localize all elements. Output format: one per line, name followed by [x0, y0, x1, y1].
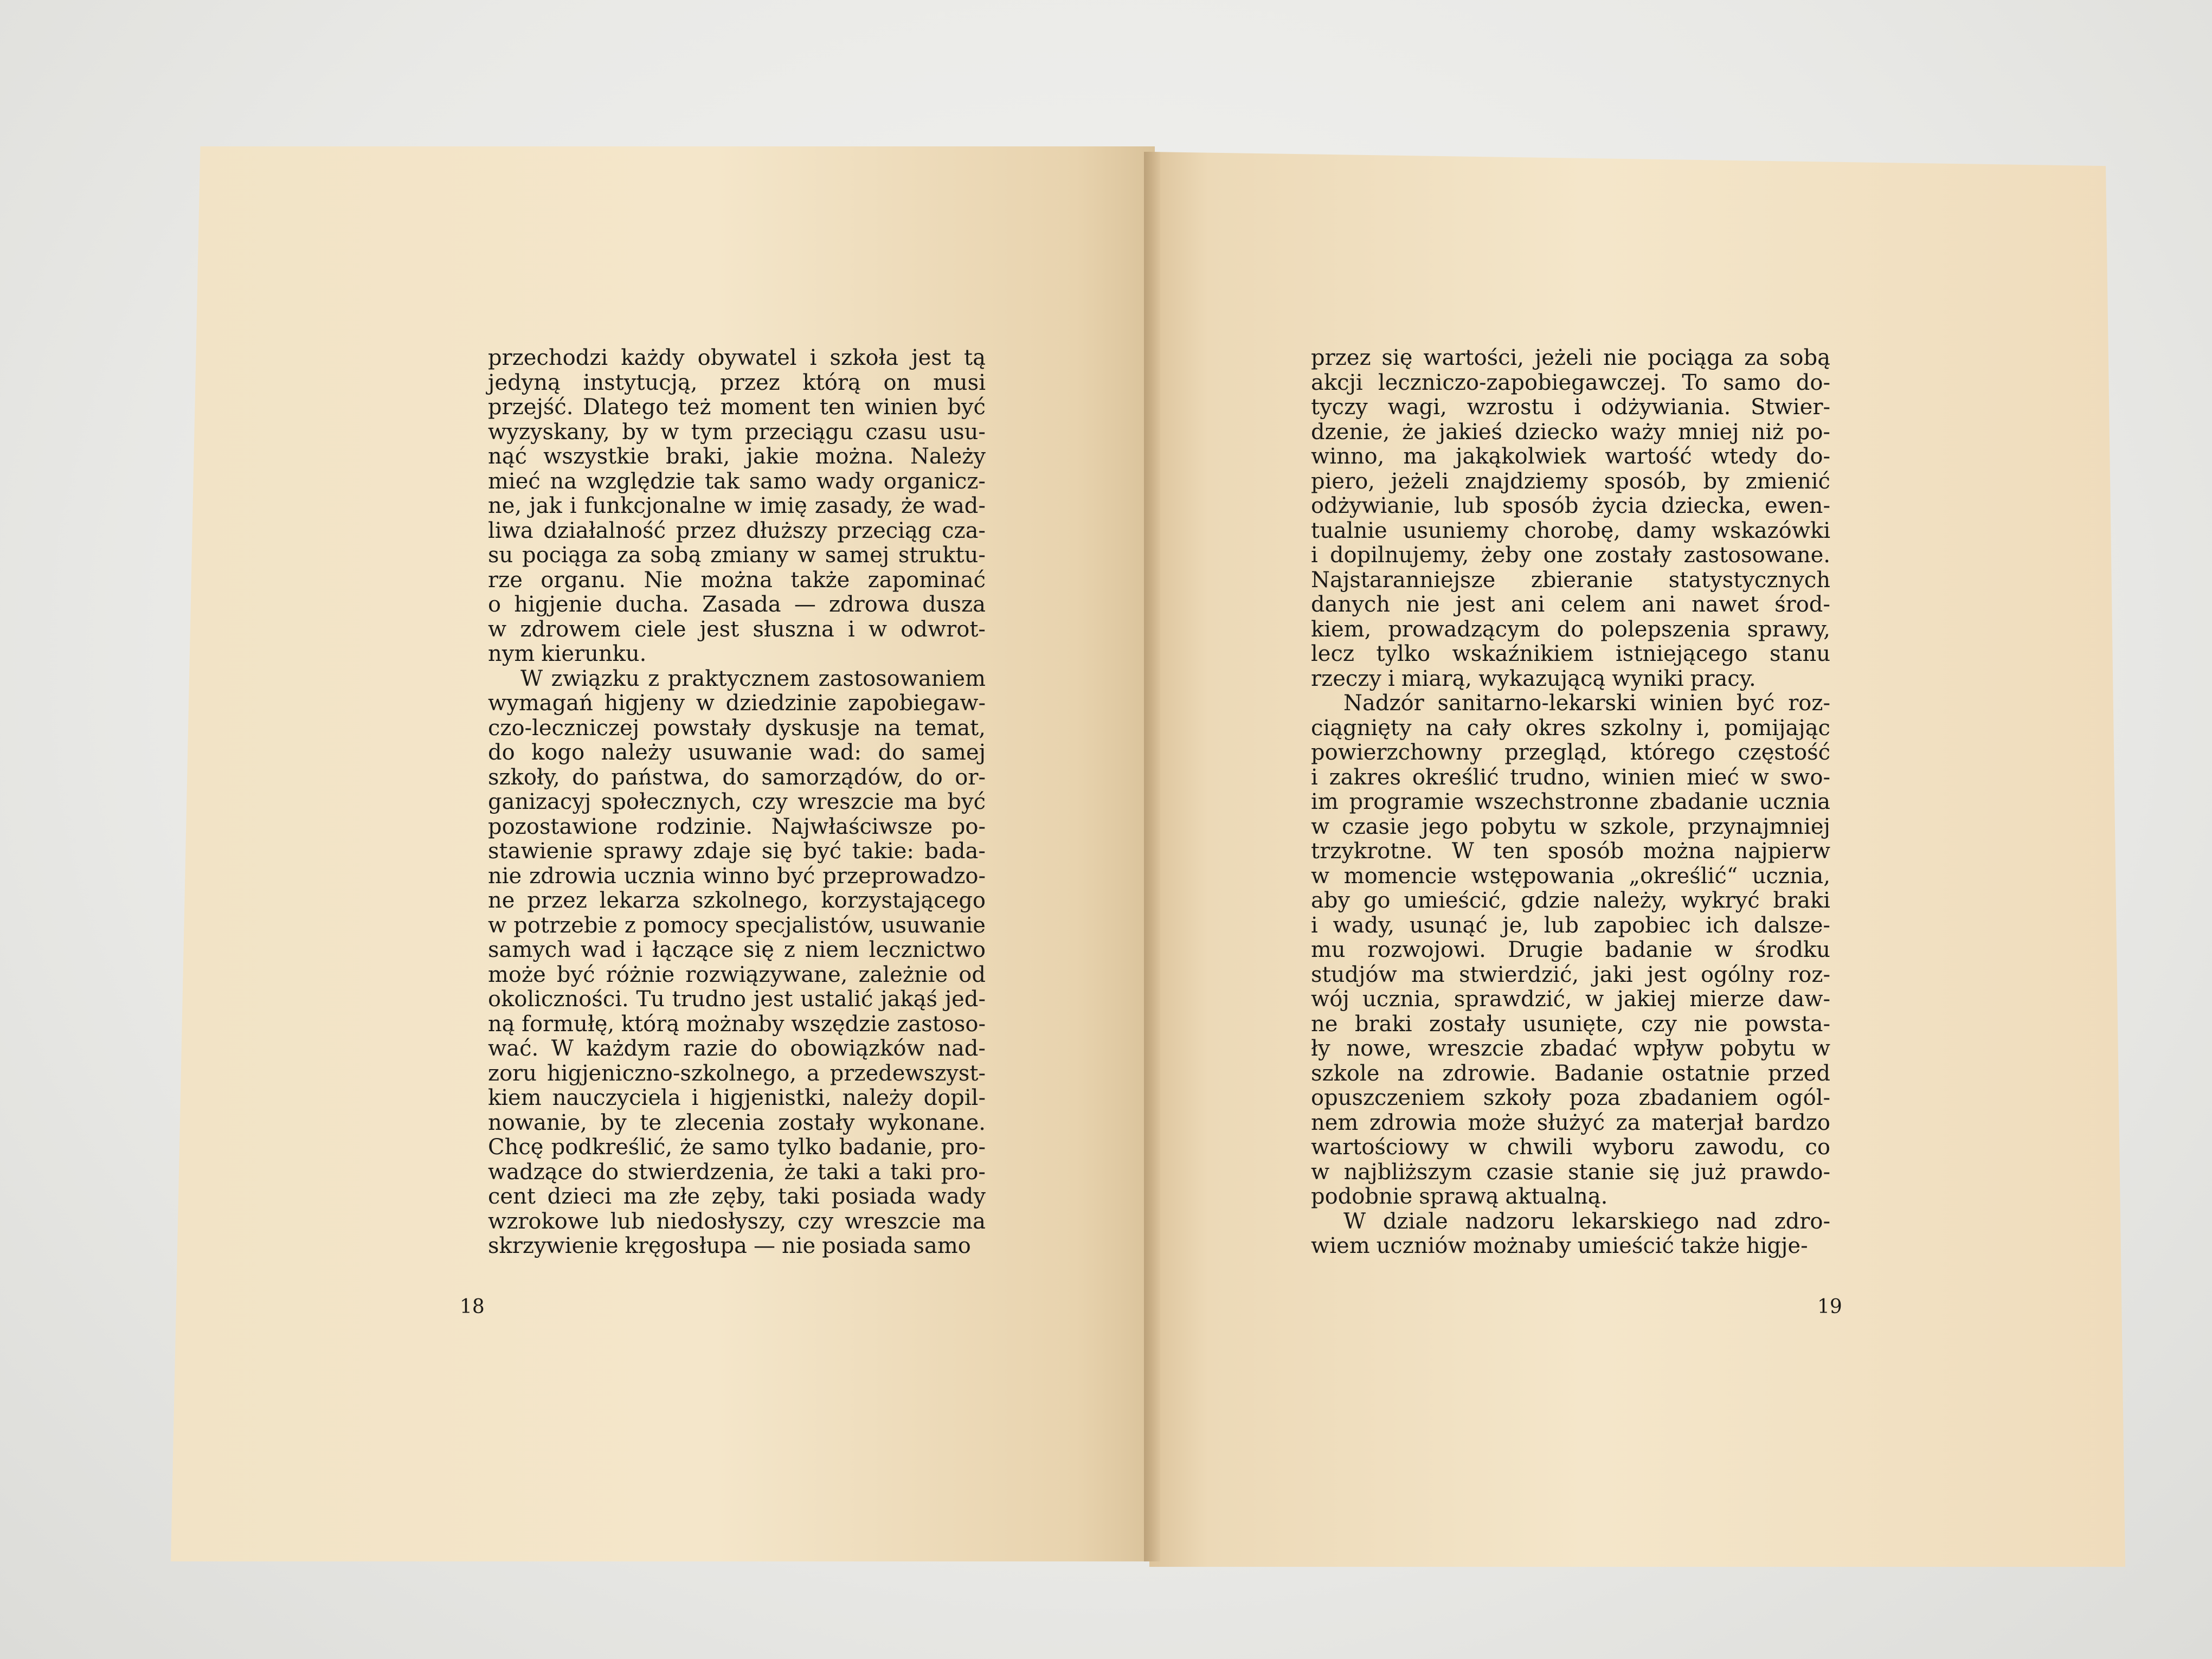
text-line: studjów ma stwierdzić, jaki jest ogólny roz- — [1311, 962, 1830, 987]
text-line: tualnie usuniemy chorobę, damy wskazówki — [1311, 518, 1830, 543]
text-line: czo-leczniczej powstały dyskusje na temat, — [488, 715, 986, 741]
text-line: piero, jeżeli znajdziemy sposób, by zmienić — [1311, 468, 1830, 494]
text-line: w potrzebie z pomocy specjalistów, usuwanie — [488, 912, 986, 938]
text-line: su pociąga za sobą zmiany w samej struktu- — [488, 543, 986, 568]
text-line: samych wad i łączące się z niem lecznictwo — [488, 937, 986, 962]
text-line: W dziale nadzoru lekarskiego nad zdro- — [1343, 1208, 1830, 1234]
text-line: w najbliższym czasie stanie się już prawdo- — [1311, 1159, 1830, 1185]
text-line: opuszczeniem szkoły poza zbadaniem ogól- — [1311, 1085, 1830, 1110]
text-line: i wady, usunąć je, lub zapobiec ich dalsze- — [1311, 912, 1830, 938]
text-line: kiem, prowadzącym do polepszenia sprawy, — [1311, 616, 1830, 642]
text-line: podobnie sprawą aktualną. — [1311, 1184, 1608, 1209]
right-page-text — [1311, 346, 1830, 1259]
text-line: Nadzór sanitarno-lekarski winien być roz- — [1343, 691, 1830, 716]
text-line: skrzywienie kręgosłupa — nie posiada samo — [488, 1233, 971, 1258]
text-line: w momencie wstępowania „określić“ ucznia, — [1311, 863, 1830, 889]
left-page-text — [488, 346, 986, 1259]
text-line: wać. W każdym razie do obowiązków nad- — [488, 1036, 986, 1061]
text-line: może być różnie rozwiązywane, zależnie od — [488, 962, 986, 987]
text-line: o higjenie ducha. Zasada — zdrowa dusza — [488, 592, 986, 617]
text-line: dzenie, że jakieś dziecko waży mniej niż po- — [1311, 419, 1830, 445]
text-line: ne, jak i funkcjonalne w imię zasady, że wad- — [488, 493, 986, 518]
text-line: Chcę podkreślić, że samo tylko badanie, pro- — [488, 1135, 986, 1160]
text-line: nem zdrowia może służyć za materjał bardzo — [1311, 1110, 1830, 1135]
text-line: W związku z praktycznem zastosowaniem — [520, 666, 986, 691]
text-line: szkole na zdrowie. Badanie ostatnie przed — [1311, 1060, 1830, 1086]
text-line: ły nowe, wreszcie zbadać wpływ pobytu w — [1311, 1036, 1830, 1061]
text-line: przez się wartości, jeżeli nie pociąga za sobą — [1311, 345, 1830, 370]
text-line: w czasie jego pobytu w szkole, przynajmniej — [1311, 814, 1830, 839]
text-line: im programie wszechstronne zbadanie ucznia — [1311, 789, 1830, 814]
text-line: i zakres określić trudno, winien mieć w swo- — [1311, 764, 1830, 790]
text-line: Najstaranniejsze zbieranie statystycznych — [1311, 567, 1830, 593]
text-line: ne braki zostały usunięte, czy nie powsta- — [1311, 1011, 1830, 1037]
book-spine — [1144, 152, 1160, 1561]
text-line: w zdrowem ciele jest słuszna i w odwrot- — [488, 616, 986, 642]
text-line: wiem uczniów możnaby umieścić także higje- — [1311, 1233, 1808, 1258]
text-line: liwa działalność przez dłuższy przeciąg cza- — [488, 518, 986, 543]
text-line: akcji leczniczo-zapobiegawczej. To samo do- — [1311, 370, 1830, 395]
text-line: wzrokowe lub niedosłyszy, czy wreszcie ma — [488, 1208, 986, 1234]
text-line: nym kierunku. — [488, 641, 647, 666]
text-line: rze organu. Nie można także zapominać — [488, 567, 986, 593]
text-line: nąć wszystkie braki, jakie można. Należy — [488, 444, 986, 469]
text-line: pozostawione rodzinie. Najwłaściwsze po- — [488, 814, 986, 839]
text-line: winno, ma jakąkolwiek wartość wtedy do- — [1311, 444, 1830, 469]
text-line: tyczy wagi, wzrostu i odżywiania. Stwier- — [1311, 395, 1830, 420]
text-line: rzeczy i miarą, wykazującą wyniki pracy. — [1311, 666, 1756, 691]
text-line: odżywianie, lub sposób życia dziecka, ewen- — [1311, 493, 1830, 518]
text-line: jedyną instytucją, przez którą on musi — [488, 370, 986, 395]
text-line: trzykrotne. W ten sposób można najpierw — [1311, 839, 1830, 864]
text-line: wyzyskany, by w tym przeciągu czasu usu- — [488, 419, 986, 445]
text-line: okoliczności. Tu trudno jest ustalić jakąś jed- — [488, 987, 986, 1012]
text-line: i dopilnujemy, żeby one zostały zastosowane. — [1311, 543, 1830, 568]
text-line: ganizacyj społecznych, czy wreszcie ma być — [488, 789, 986, 814]
text-line: ne przez lekarza szkolnego, korzystającego — [488, 888, 986, 913]
right-page-number: 19 — [1817, 1296, 1842, 1318]
left-page-number: 18 — [460, 1296, 485, 1318]
text-line: zoru higjeniczno-szkolnego, a przedewszyst- — [488, 1060, 986, 1086]
text-line: stawienie sprawy zdaje się być takie: bada- — [488, 839, 986, 864]
text-line: ciągnięty na cały okres szkolny i, pomijając — [1311, 715, 1830, 741]
text-line: do kogo należy usuwanie wad: do samej — [488, 740, 986, 765]
text-line: wartościowy w chwili wyboru zawodu, co — [1311, 1135, 1830, 1160]
text-line: mu rozwojowi. Drugie badanie w środku — [1311, 937, 1830, 962]
text-line: ną formułę, którą możnaby wszędzie zastoso- — [488, 1011, 986, 1037]
text-line: nie zdrowia ucznia winno być przeprowadzo- — [488, 863, 986, 889]
text-line: przechodzi każdy obywatel i szkoła jest tą — [488, 345, 986, 370]
text-line: powierzchowny przegląd, którego częstość — [1311, 740, 1830, 765]
text-line: kiem nauczyciela i higjenistki, należy dopil- — [488, 1085, 986, 1110]
text-line: cent dzieci ma złe zęby, taki posiada wady — [488, 1184, 986, 1209]
text-line: wadzące do stwierdzenia, że taki a taki pro- — [488, 1159, 986, 1185]
text-line: wój ucznia, sprawdzić, w jakiej mierze daw- — [1311, 987, 1830, 1012]
text-line: aby go umieścić, gdzie należy, wykryć braki — [1311, 888, 1830, 913]
text-line: przejść. Dlatego też moment ten winien być — [488, 395, 986, 420]
text-line: nowanie, by te zlecenia zostały wykonane. — [488, 1110, 986, 1135]
text-line: wymagań higjeny w dziedzinie zapobiegaw- — [488, 691, 986, 716]
text-line: mieć na względzie tak samo wady organicz- — [488, 468, 986, 494]
text-line: szkoły, do państwa, do samorządów, do or- — [488, 764, 986, 790]
text-line: lecz tylko wskaźnikiem istniejącego stanu — [1311, 641, 1830, 666]
text-line: danych nie jest ani celem ani nawet środ- — [1311, 592, 1830, 617]
